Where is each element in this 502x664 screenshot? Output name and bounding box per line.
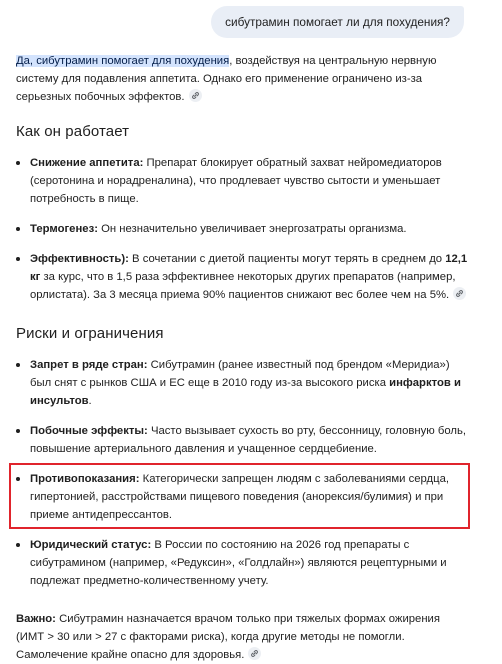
item-text: В России по состоянию на 2026 год препараты с сибутрамином (например, «Редуксин», «Голдлайн») являются рецептурными и подлежат предметно-количественному учету. bbox=[30, 539, 447, 587]
link-icon[interactable] bbox=[453, 287, 466, 300]
list-item bbox=[16, 154, 468, 208]
list-item bbox=[16, 250, 468, 304]
section-title-risks: Риски и ограничения bbox=[16, 325, 164, 342]
risks-list bbox=[16, 356, 468, 590]
how-it-works-list bbox=[16, 154, 468, 304]
item-text: за курс, что в 1,5 раза эффективнее некоторых других препаратов (например, орлистата). За 3 месяца приема 90% пациентов снижают вес более чем на 5%. bbox=[30, 271, 456, 301]
item-text: Категорически запрещен людям с заболеваниями сердца, гипертонией, расстройствами пищевого поведения (анорексия/булимия) и при приеме антидепрессантов. bbox=[30, 473, 450, 521]
item-text: Он незначительно увеличивает энергозатраты организма. bbox=[97, 223, 407, 235]
item-bold: Юридический статус: bbox=[30, 539, 152, 551]
item-bold-inline: инфарктов и инсультов bbox=[30, 377, 461, 407]
item-bold: Снижение аппетита: bbox=[30, 157, 144, 169]
item-text: . bbox=[88, 395, 92, 407]
user-query-bubble bbox=[211, 6, 464, 38]
answer-intro bbox=[16, 52, 468, 106]
item-text: Препарат блокирует обратный захват нейромедиаторов (серотонина и норадреналина), что продлевает чувство сытости и уменьшает потребность в пище. bbox=[30, 157, 442, 205]
item-bold: Противопоказания: bbox=[30, 473, 140, 485]
user-query-text: сибутрамин помогает ли для похудения? bbox=[225, 15, 450, 29]
ai-answer bbox=[16, 52, 468, 664]
list-item bbox=[16, 536, 468, 590]
item-text: В сочетании с диетой пациенты могут терять в среднем до bbox=[128, 253, 446, 265]
important-note bbox=[16, 610, 468, 664]
note-text: Сибутрамин назначается врачом только при тяжелых формах ожирения (ИМТ > 30 или > 27 с факторами риска), когда другие методы не помогли. Самолечение крайне опасно для здоровья. bbox=[16, 613, 440, 661]
item-bold-inline: 12,1 кг bbox=[30, 253, 468, 283]
list-item bbox=[16, 470, 468, 524]
intro-text: , воздействуя на центральную нервную систему для подавления аппетита. Однако его применение ограничено из-за серьезных побочных эффектов. bbox=[16, 55, 437, 103]
list-item bbox=[16, 422, 468, 458]
item-bold: Запрет в ряде стран: bbox=[30, 359, 148, 371]
list-item bbox=[16, 356, 468, 410]
section-title-how-it-works: Как он работает bbox=[16, 123, 130, 140]
note-bold: Важно: bbox=[16, 613, 56, 625]
item-bold: Термогенез: bbox=[30, 223, 98, 235]
list-item bbox=[16, 220, 468, 238]
item-bold: Эффективность): bbox=[30, 253, 129, 265]
highlighted-answer: Да, сибутрамин помогает для похудения bbox=[16, 55, 230, 67]
link-icon[interactable] bbox=[189, 89, 202, 102]
item-bold: Побочные эффекты: bbox=[30, 425, 148, 437]
link-icon[interactable] bbox=[248, 647, 261, 660]
item-text: Сибутрамин (ранее известный под брендом «Меридиа») был снят с рынков США и ЕС еще в 2010 году из-за высокого риска bbox=[30, 359, 450, 389]
item-text: Часто вызывает сухость во рту, бессонницу, головную боль, повышение артериального давления и учащенное сердцебиение. bbox=[30, 425, 466, 455]
